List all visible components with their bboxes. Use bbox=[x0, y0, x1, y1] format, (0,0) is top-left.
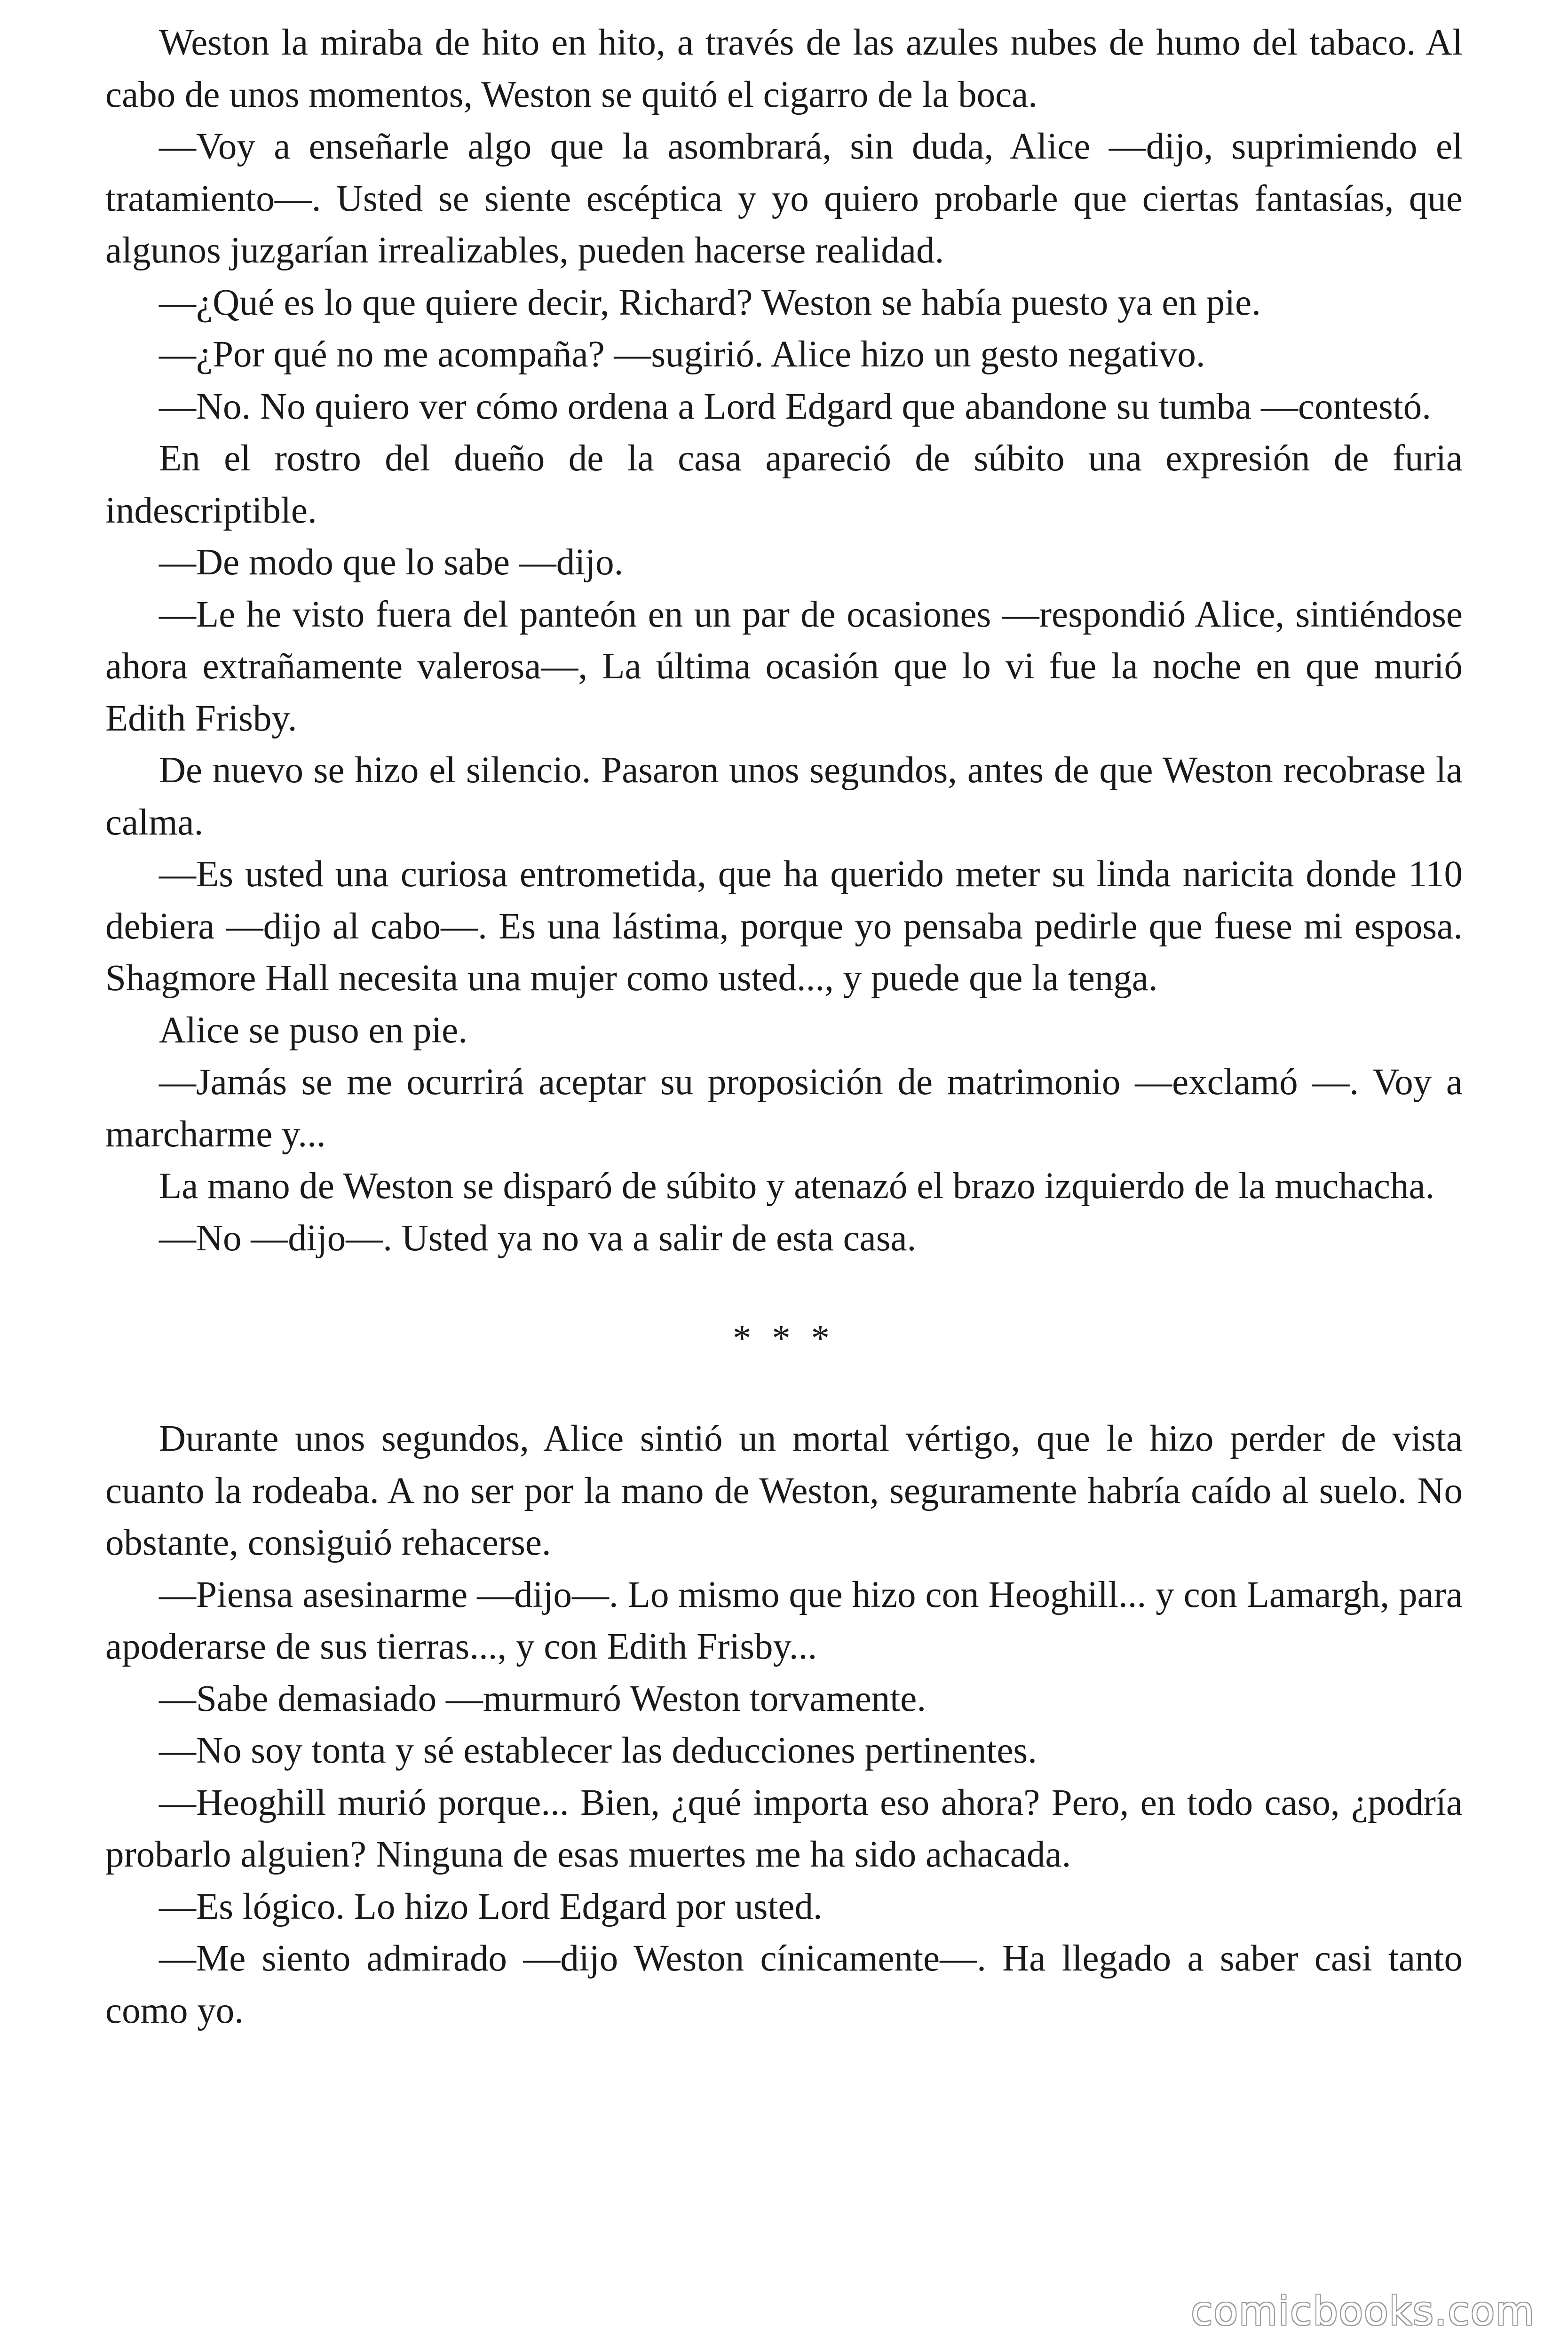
paragraph: —No. No quiero ver cómo ordena a Lord Edgard que abandone su tumba —contestó. bbox=[159, 386, 1431, 427]
paragraph: Durante unos segundos, Alice sintió un mortal vértigo, que le hizo perder de vista cuanto la rodeaba. A no ser por la mano de Weston, seguramente habría caído al suelo. No obstante, consiguió rehacerse. bbox=[105, 1418, 1463, 1563]
watermark-logo: comicbooks.com bbox=[1191, 2288, 1535, 2334]
paragraph: Alice se puso en pie. bbox=[159, 1009, 467, 1051]
paragraph: —Heoghill murió porque... Bien, ¿qué importa eso ahora? Pero, en todo caso, ¿podría probarlo alguien? Ninguna de esas muertes me ha sido achacada. bbox=[105, 1782, 1463, 1875]
body-text-after bbox=[105, 1413, 1463, 2037]
scene-break-separator: * * * bbox=[733, 1318, 835, 1359]
paragraph: —No soy tonta y sé establecer las deducciones pertinentes. bbox=[159, 1730, 1037, 1771]
body-text-before bbox=[105, 17, 1463, 1264]
paragraph: —¿Por qué no me acompaña? —sugirió. Alice hizo un gesto negativo. bbox=[159, 334, 1205, 375]
paragraph: En el rostro del dueño de la casa apareció de súbito una expresión de furia indescriptible. bbox=[105, 438, 1463, 531]
paragraph: De nuevo se hizo el silencio. Pasaron unos segundos, antes de que Weston recobrase la calma. bbox=[105, 750, 1463, 843]
paragraph: —Me siento admirado —dijo Weston cínicamente—. Ha llegado a saber casi tanto como yo. bbox=[105, 1938, 1463, 2031]
paragraph: —Es lógico. Lo hizo Lord Edgard por usted. bbox=[159, 1886, 823, 1927]
paragraph: La mano de Weston se disparó de súbito y atenazó el brazo izquierdo de la muchacha. bbox=[159, 1166, 1435, 1207]
paragraph: —Le he visto fuera del panteón en un par de ocasiones —respondió Alice, sintiéndose ahora extrañamente valerosa—, La última ocasión que lo vi fue la noche en que murió Edith Frisby. bbox=[105, 594, 1463, 739]
paragraph: —Voy a enseñarle algo que la asombrará, sin duda, Alice —dijo, suprimiendo el tratamiento—. Usted se siente escéptica y yo quiero probarle que ciertas fantasías, que algunos juzgarían irrealizables, pueden hacerse realidad. bbox=[105, 126, 1463, 271]
paragraph: —Sabe demasiado —murmuró Weston torvamente. bbox=[159, 1678, 927, 1719]
paragraph: —No —dijo—. Usted ya no va a salir de esta casa. bbox=[159, 1217, 917, 1259]
paragraph: —¿Qué es lo que quiere decir, Richard? Weston se había puesto ya en pie. bbox=[159, 282, 1261, 323]
paragraph: —De modo que lo sabe —dijo. bbox=[159, 542, 624, 583]
paragraph: —Es usted una curiosa entrometida, que ha querido meter su linda naricita donde 110 debiera —dijo al cabo—. Es una lástima, porque yo pensaba pedirle que fuese mi esposa. Shagmore Hall necesita una mujer como usted..., y puede que la tenga. bbox=[105, 854, 1463, 999]
document-page bbox=[105, 17, 1463, 2037]
paragraph: Weston la miraba de hito en hito, a través de las azules nubes de humo del tabaco. Al cabo de unos momentos, Weston se quitó el cigarro de la boca. bbox=[105, 22, 1463, 115]
paragraph: —Piensa asesinarme —dijo—. Lo mismo que hizo con Heoghill... y con Lamargh, para apoderarse de sus tierras..., y con Edith Frisby... bbox=[105, 1574, 1463, 1667]
paragraph: —Jamás se me ocurrirá aceptar su proposición de matrimonio —exclamó —. Voy a marcharme y... bbox=[105, 1062, 1463, 1155]
